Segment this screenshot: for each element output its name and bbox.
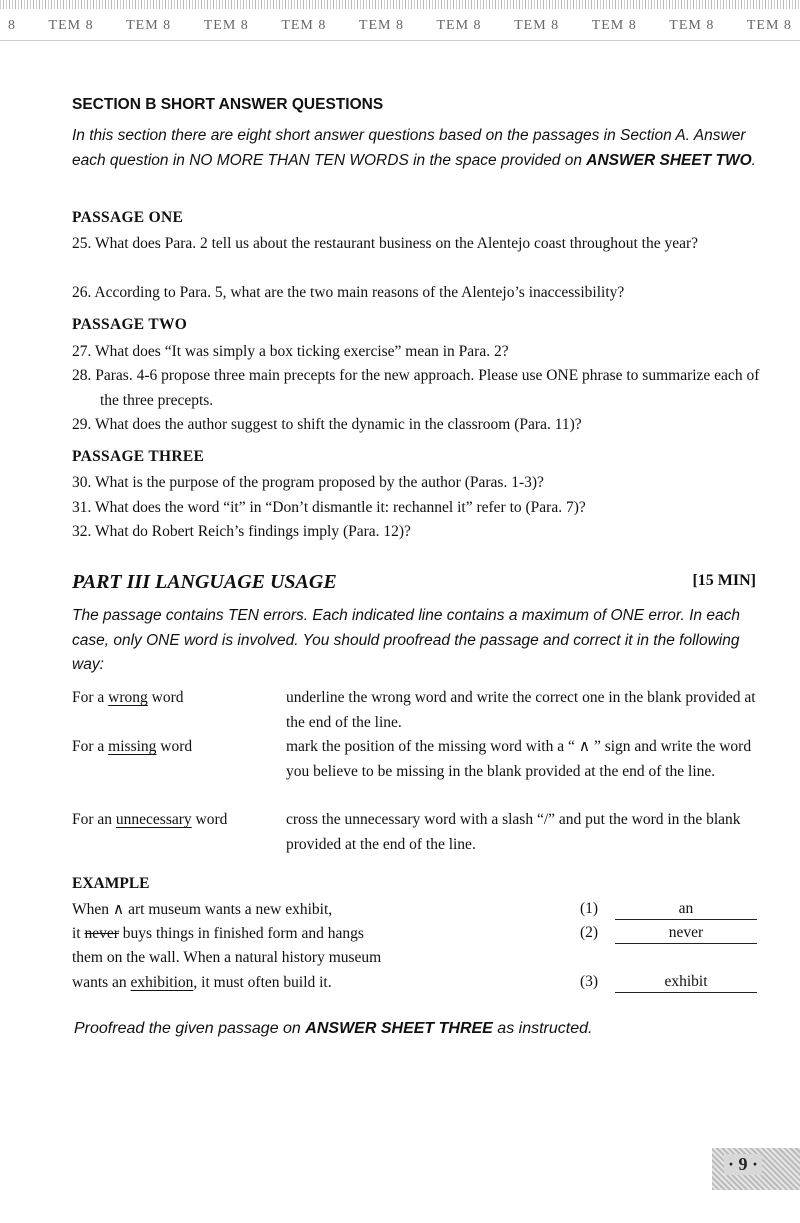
example-line-4 xyxy=(72,971,332,996)
final-instruction xyxy=(74,1020,592,1038)
page-header xyxy=(0,0,800,42)
passage-one-heading: PASSAGE ONE xyxy=(72,209,184,226)
rule-label-pre: For an xyxy=(72,811,116,828)
example-text: buys things in finished form and hangs xyxy=(118,925,364,942)
question-28 xyxy=(72,364,762,413)
rule-label-key: missing xyxy=(108,738,157,755)
rule-label-pre: For a xyxy=(72,689,109,706)
header-mark: TEM 8 xyxy=(358,18,404,33)
rule-label xyxy=(72,686,282,711)
header-noise xyxy=(0,0,800,9)
question-26 xyxy=(72,281,762,306)
part-three-time: [15 MIN] xyxy=(692,572,756,589)
question-27 xyxy=(72,340,762,365)
rule-description: cross the unnecessary word with a slash “/” and put the word in the blank provided at the end of the line. xyxy=(286,811,741,853)
rule-label-post: word xyxy=(156,738,193,755)
header-mark: TEM 8 xyxy=(436,18,482,33)
question-text: 32. What do Robert Reich’s findings imply (Para. 12)? xyxy=(72,523,411,540)
rule-label-key: unnecessary xyxy=(115,811,192,828)
question-text: 31. What does the word “it” in “Don’t dismantle it: rechannel it” refer to (Para. 7)? xyxy=(72,499,586,516)
rule-label xyxy=(72,735,282,760)
example-text: When xyxy=(72,901,113,918)
rule-label xyxy=(72,808,282,833)
question-31 xyxy=(72,496,762,521)
answer-number: (3) xyxy=(580,973,599,990)
rule-label-post: word xyxy=(147,689,184,706)
question-text: 26. According to Para. 5, what are the two main reasons of the Alentejo’s inaccessibility? xyxy=(72,284,625,301)
part-three-title: PART III LANGUAGE USAGE xyxy=(72,571,337,593)
struck-word: never xyxy=(84,925,119,942)
question-text: 28. Paras. 4-6 propose three main precepts for the new approach. Please use ONE phrase to summarize each of the three precepts. xyxy=(72,367,760,409)
passage-two-heading: PASSAGE TWO xyxy=(72,316,188,333)
question-29 xyxy=(72,413,762,438)
header-mark: TEM 8 xyxy=(669,18,715,33)
example-line-3: them on the wall. When a natural history museum xyxy=(72,949,382,966)
answer-number: (2) xyxy=(580,924,599,941)
final-bold: ANSWER SHEET THREE xyxy=(305,1020,493,1037)
underlined-word: exhibition xyxy=(130,974,194,991)
example-text: it xyxy=(72,925,85,942)
rule-description: mark the position of the missing word with a “ ∧ ” sign and write the word you believe to be missing in the blank provided at the end of the line. xyxy=(286,738,752,780)
intro-end: . xyxy=(751,151,756,169)
rule-label-pre: For a xyxy=(72,738,109,755)
header-mark: TEM 8 xyxy=(203,18,249,33)
question-text: 25. What does Para. 2 tell us about the restaurant business on the Alentejo coast throughout the year? xyxy=(72,235,699,252)
caret-icon: ∧ xyxy=(112,901,125,918)
question-text: 27. What does “It was simply a box ticking exercise” mean in Para. 2? xyxy=(72,343,509,360)
example-text: wants an xyxy=(72,974,131,991)
header-mark: TEM 8 xyxy=(281,18,327,33)
final-text: Proofread the given passage on xyxy=(74,1020,306,1037)
passage-three-heading: PASSAGE THREE xyxy=(72,448,205,465)
example-heading: EXAMPLE xyxy=(72,875,150,892)
header-mark: TEM 8 xyxy=(126,18,172,33)
answer-blank: never xyxy=(615,923,757,944)
header-mark: TEM 8 xyxy=(514,18,560,33)
page-number: · 9 · xyxy=(724,1154,762,1175)
section-b-intro xyxy=(72,124,762,173)
intro-bold: ANSWER SHEET TWO xyxy=(586,151,752,169)
answer-number: (1) xyxy=(580,900,599,917)
header-divider xyxy=(0,40,800,41)
question-32 xyxy=(72,520,762,545)
answer-blank: exhibit xyxy=(615,972,757,993)
header-marks xyxy=(0,18,800,38)
section-b-heading: SECTION B SHORT ANSWER QUESTIONS xyxy=(72,96,384,113)
final-end: as instructed. xyxy=(492,1020,593,1037)
rule-description: underline the wrong word and write the correct one in the blank provided at the end of the line. xyxy=(286,689,756,731)
example-text: art museum wants a new exhibit, xyxy=(124,901,333,918)
rule-label-key: wrong xyxy=(108,689,148,706)
header-mark: TEM 8 xyxy=(591,18,637,33)
intro-text: In this section there are eight short answer questions based on the passages in Section A. Answer each question in NO MORE THAN TEN WORDS in the space provided on xyxy=(72,127,746,169)
question-30 xyxy=(72,471,762,496)
header-mark: 8 xyxy=(8,18,16,33)
example-line-2 xyxy=(72,922,364,947)
part-three-intro: The passage contains TEN errors. Each indicated line contains a maximum of ONE error. In each case, only ONE word is involved. You should proofread the passage and correct it in the following way: xyxy=(72,607,740,673)
header-mark: TEM 8 xyxy=(48,18,94,33)
question-text: 30. What is the purpose of the program proposed by the author (Paras. 1-3)? xyxy=(72,474,544,491)
question-text: 29. What does the author suggest to shift the dynamic in the classroom (Para. 11)? xyxy=(72,416,582,433)
header-mark: TEM 8 xyxy=(746,18,792,33)
rule-label-post: word xyxy=(191,811,228,828)
example-text: , it must often build it. xyxy=(193,974,332,991)
answer-blank: an xyxy=(615,899,757,920)
question-25 xyxy=(72,232,762,257)
example-line-1 xyxy=(72,898,332,923)
